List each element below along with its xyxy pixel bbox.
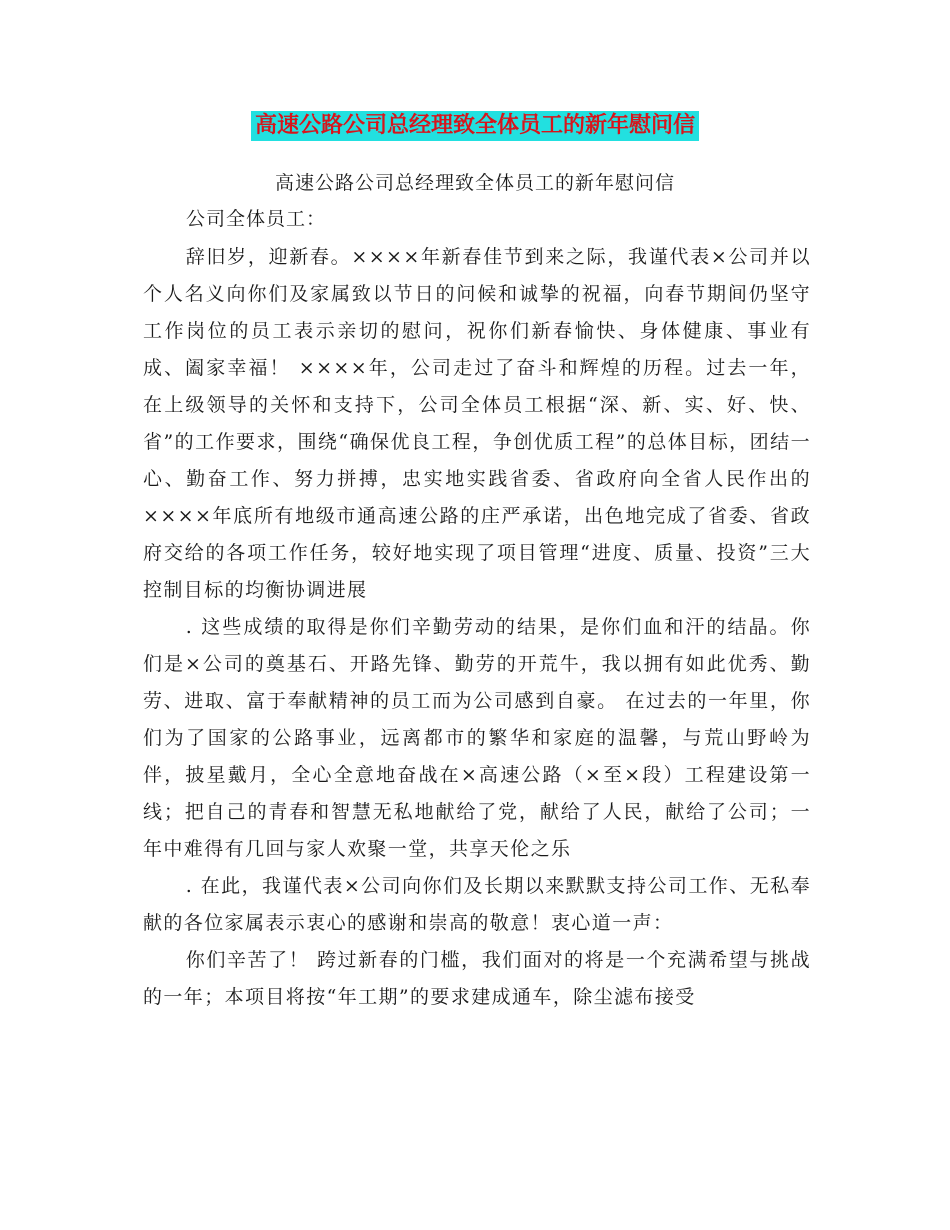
paragraph-1: 辞旧岁，迎新春。××××年新春佳节到来之际，我谨代表×公司并以个人名义向你们及家属致以节日的问候和诚挚的祝福，向春节期间仍坚守工作岗位的员工表示亲切的慰问，祝你们新春愉快、身体健康、事业有成、阖家幸福！ ××××年，公司走过了奋斗和辉煌的历程。过去一年，在上级领导的关怀和支持下，公司全体员工根据“深、新、实、好、快、省”的工作要求，围绕“确保优良工程，争创优质工程”的总体目标，团结一心、勤奋工作、努力拼搏，忠实地实践省委、省政府向全省人民作出的××××年底所有地级市通高速公路的庄严承诺，出色地完成了省委、省政府交给的各项工作任务，较好地实现了项目管理“进度、质量、投资”三大控制目标的均衡协调进展 [143,246,811,601]
document-title-text: 高速公路公司总经理致全体员工的新年慰问信 [251,111,699,141]
paragraph-2: . 这些成绩的取得是你们辛勤劳动的结果，是你们血和汗的结晶。你们是×公司的奠基石、开路先锋、勤劳的开荒牛，我以拥有如此优秀、勤劳、进取、富于奉献精神的员工而为公司感到自豪。 在过去的一年里，你们为了国家的公路事业，远离都市的繁华和家庭的温馨，与荒山野岭为伴，披星戴月，全心全意地奋战在×高速公路（×至×段）工程建设第一线；把自己的青春和智慧无私地献给了党，献给了人民，献给了公司；一年中难得有几回与家人欢聚一堂，共享天伦之乐 [143,616,811,860]
letter-body [143,239,811,1016]
paragraph-4: 你们辛苦了！ 跨过新春的门槛，我们面对的将是一个充满希望与挑战的一年；本项目将按“年工期”的要求建成通车，除尘滤布接受 [143,949,811,1008]
salutation: 公司全体员工： [186,208,327,230]
document-subtitle: 高速公路公司总经理致全体员工的新年慰问信 [274,172,675,194]
paragraph-3: . 在此，我谨代表×公司向你们及长期以来默默支持公司工作、无私奉献的各位家属表示衷心的感谢和崇高的敬意！衷心道一声： [143,875,811,934]
document-title [0,111,950,141]
